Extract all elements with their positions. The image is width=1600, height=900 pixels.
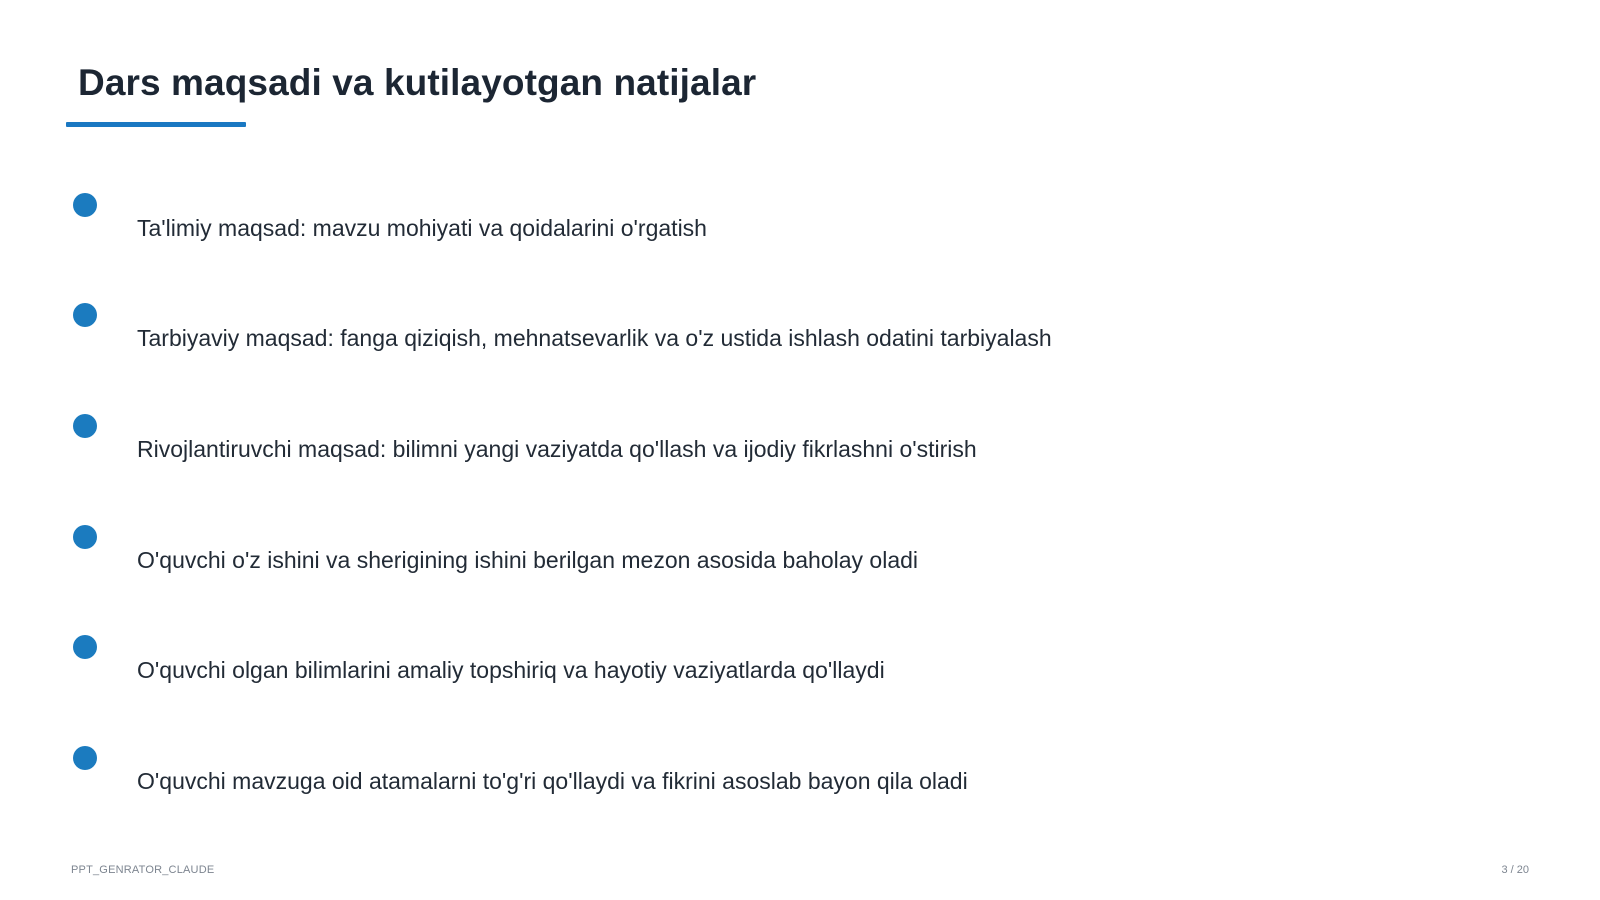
- bullet-dot-icon: [73, 303, 97, 327]
- page-indicator: 3 / 20: [1501, 864, 1529, 876]
- list-item: [73, 746, 1373, 806]
- footer-brand: PPT_GENRATOR_CLAUDE: [71, 864, 215, 876]
- list-item: [73, 303, 1373, 363]
- bullet-text: O'quvchi o'z ishini va sherigining ishini berilgan mezon asosida baholay oladi: [137, 547, 919, 573]
- bullet-text: O'quvchi olgan bilimlarini amaliy topshiriq va hayotiy vaziyatlarda qo'llaydi: [137, 657, 885, 683]
- bullet-text: Tarbiyaviy maqsad: fanga qiziqish, mehnatsevarlik va o'z ustida ishlash odatini tarbiyalash: [137, 325, 1052, 351]
- bullet-dot-icon: [73, 193, 97, 217]
- bullet-text: O'quvchi mavzuga oid atamalarni to'g'ri qo'llaydi va fikrini asoslab bayon qila oladi: [137, 768, 968, 794]
- list-item: [73, 635, 1373, 695]
- bullet-dot-icon: [73, 635, 97, 659]
- bullet-text: Ta'limiy maqsad: mavzu mohiyati va qoidalarini o'rgatish: [137, 215, 707, 241]
- bullet-dot-icon: [73, 746, 97, 770]
- list-item: [73, 525, 1373, 585]
- bullet-dot-icon: [73, 414, 97, 438]
- bullet-text: Rivojlantiruvchi maqsad: bilimni yangi vaziyatda qo'llash va ijodiy fikrlashni o'stirish: [137, 436, 977, 462]
- slide-title: Dars maqsadi va kutilayotgan natijalar: [78, 62, 757, 103]
- title-underline: [66, 122, 246, 127]
- list-item: [73, 414, 1373, 474]
- list-item: [73, 193, 1373, 253]
- bullet-dot-icon: [73, 525, 97, 549]
